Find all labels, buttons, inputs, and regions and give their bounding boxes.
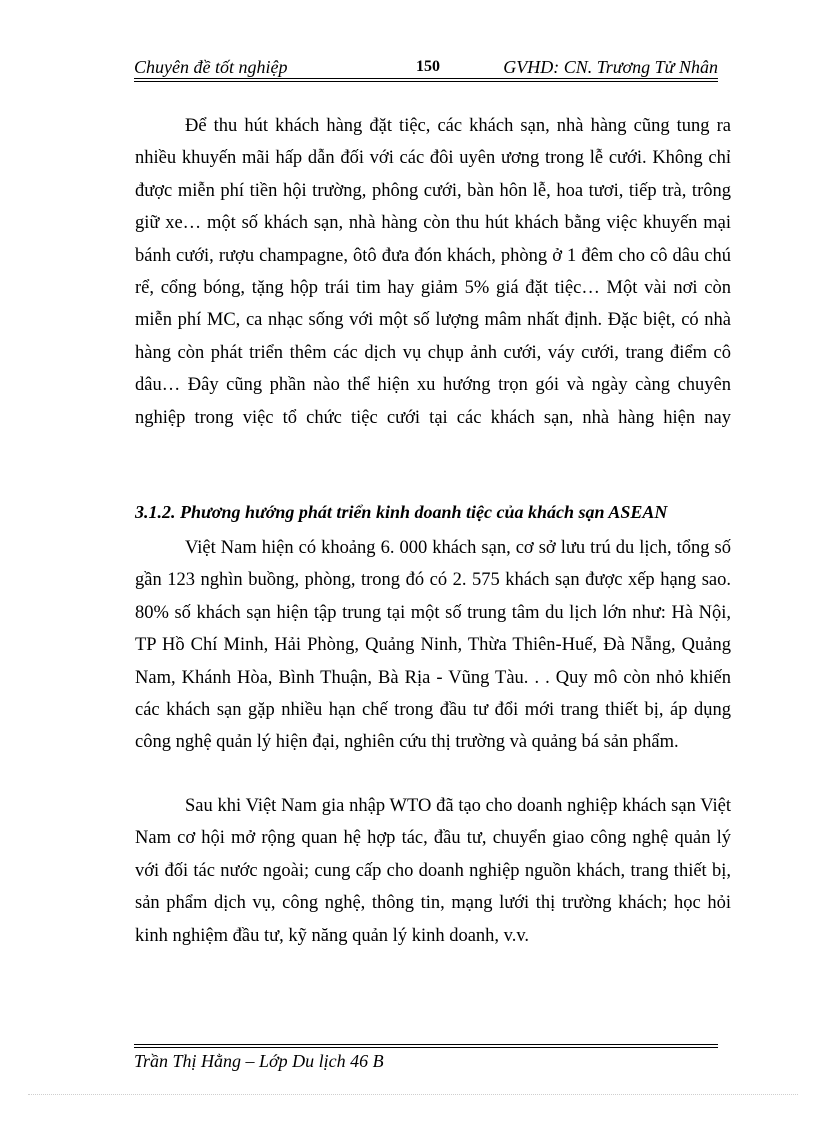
paragraph-wto [135,790,731,952]
header-rule-top [134,78,718,79]
header-supervisor: GVHD: CN. Trương Tử Nhân [503,57,718,77]
header-rule-bottom [134,81,718,82]
paragraph-text: Việt Nam hiện có khoảng 6. 000 khách sạn, cơ sở lưu trú du lịch, tổng số gần 123 nghìn buồng, phòng, trong đó có 2. 575 khách sạn được xếp hạng sao. 80% số khách sạn hiện tập trung tại một số trung tâm du lịch lớn như: Hà Nội, TP Hồ Chí Minh, Hải Phòng, Quảng Ninh, Thừa Thiên-Huế, Đà Nẵng, Quảng Nam, Khánh Hòa, Bình Thuận, Bà Rịa - Vũng Tàu. . . Quy mô còn nhỏ khiến các khách sạn gặp nhiều hạn chế trong đầu tư đổi mới trang thiết bị, áp dụng công nghệ quản lý hiện đại, nghiên cứu thị trường và quảng bá sản phẩm. [135,538,731,753]
header-document-type: Chuyên đề tốt nghiệp [134,57,288,77]
section-heading: 3.1.2. Phương hướng phát triển kinh doanh tiệc của khách sạn ASEAN [135,502,668,522]
paragraph-text: Để thu hút khách hàng đặt tiệc, các khách sạn, nhà hàng cũng tung ra nhiều khuyến mãi hấp dẫn đối với các đôi uyên ương trong lễ cưới. Không chỉ được miễn phí tiền hội trường, phông cưới, bàn hôn lễ, hoa tươi, tiếp trà, trông giữ xe… một số khách sạn, nhà hàng còn thu hút khách bằng việc khuyến mại bánh cưới, rượu champagne, ôtô đưa đón khách, phòng ở 1 đêm cho cô dâu chú rể, cổng bóng, tặng hộp trái tim hay giảm 5% giá đặt tiệc… Một vài nơi còn miễn phí MC, ca nhạc sống với một số lượng mâm nhất định. Đặc biệt, có nhà hàng còn phát triển thêm các dịch vụ chụp ảnh cưới, váy cưới, trang điểm cô dâu… Đây cũng phần nào thể hiện xu hướng trọn gói và ngày càng chuyên nghiệp trong việc tổ chức tiệc cưới tại các khách sạn, nhà hàng hiện nay [135,116,731,428]
footer-rule-top [134,1044,718,1045]
page-bottom-dotted-line [28,1094,798,1095]
paragraph-promotions [135,110,731,434]
page-header [134,54,718,80]
paragraph-hotel-stats [135,532,731,759]
paragraph-text: Sau khi Việt Nam gia nhập WTO đã tạo cho doanh nghiệp khách sạn Việt Nam cơ hội mở rộng quan hệ hợp tác, đầu tư, chuyển giao công nghệ quản lý với đối tác nước ngoài; cung cấp cho doanh nghiệp nguồn khách, trang thiết bị, sản phẩm dịch vụ, công nghệ, thông tin, mạng lưới thị trường khách; học hỏi kinh nghiệm đầu tư, kỹ năng quản lý kinh doanh, v.v. [135,796,731,946]
page-footer: Trần Thị Hằng – Lớp Du lịch 46 B [134,1051,384,1071]
page-number: 150 [416,58,440,75]
footer-rule-bottom [134,1047,718,1048]
